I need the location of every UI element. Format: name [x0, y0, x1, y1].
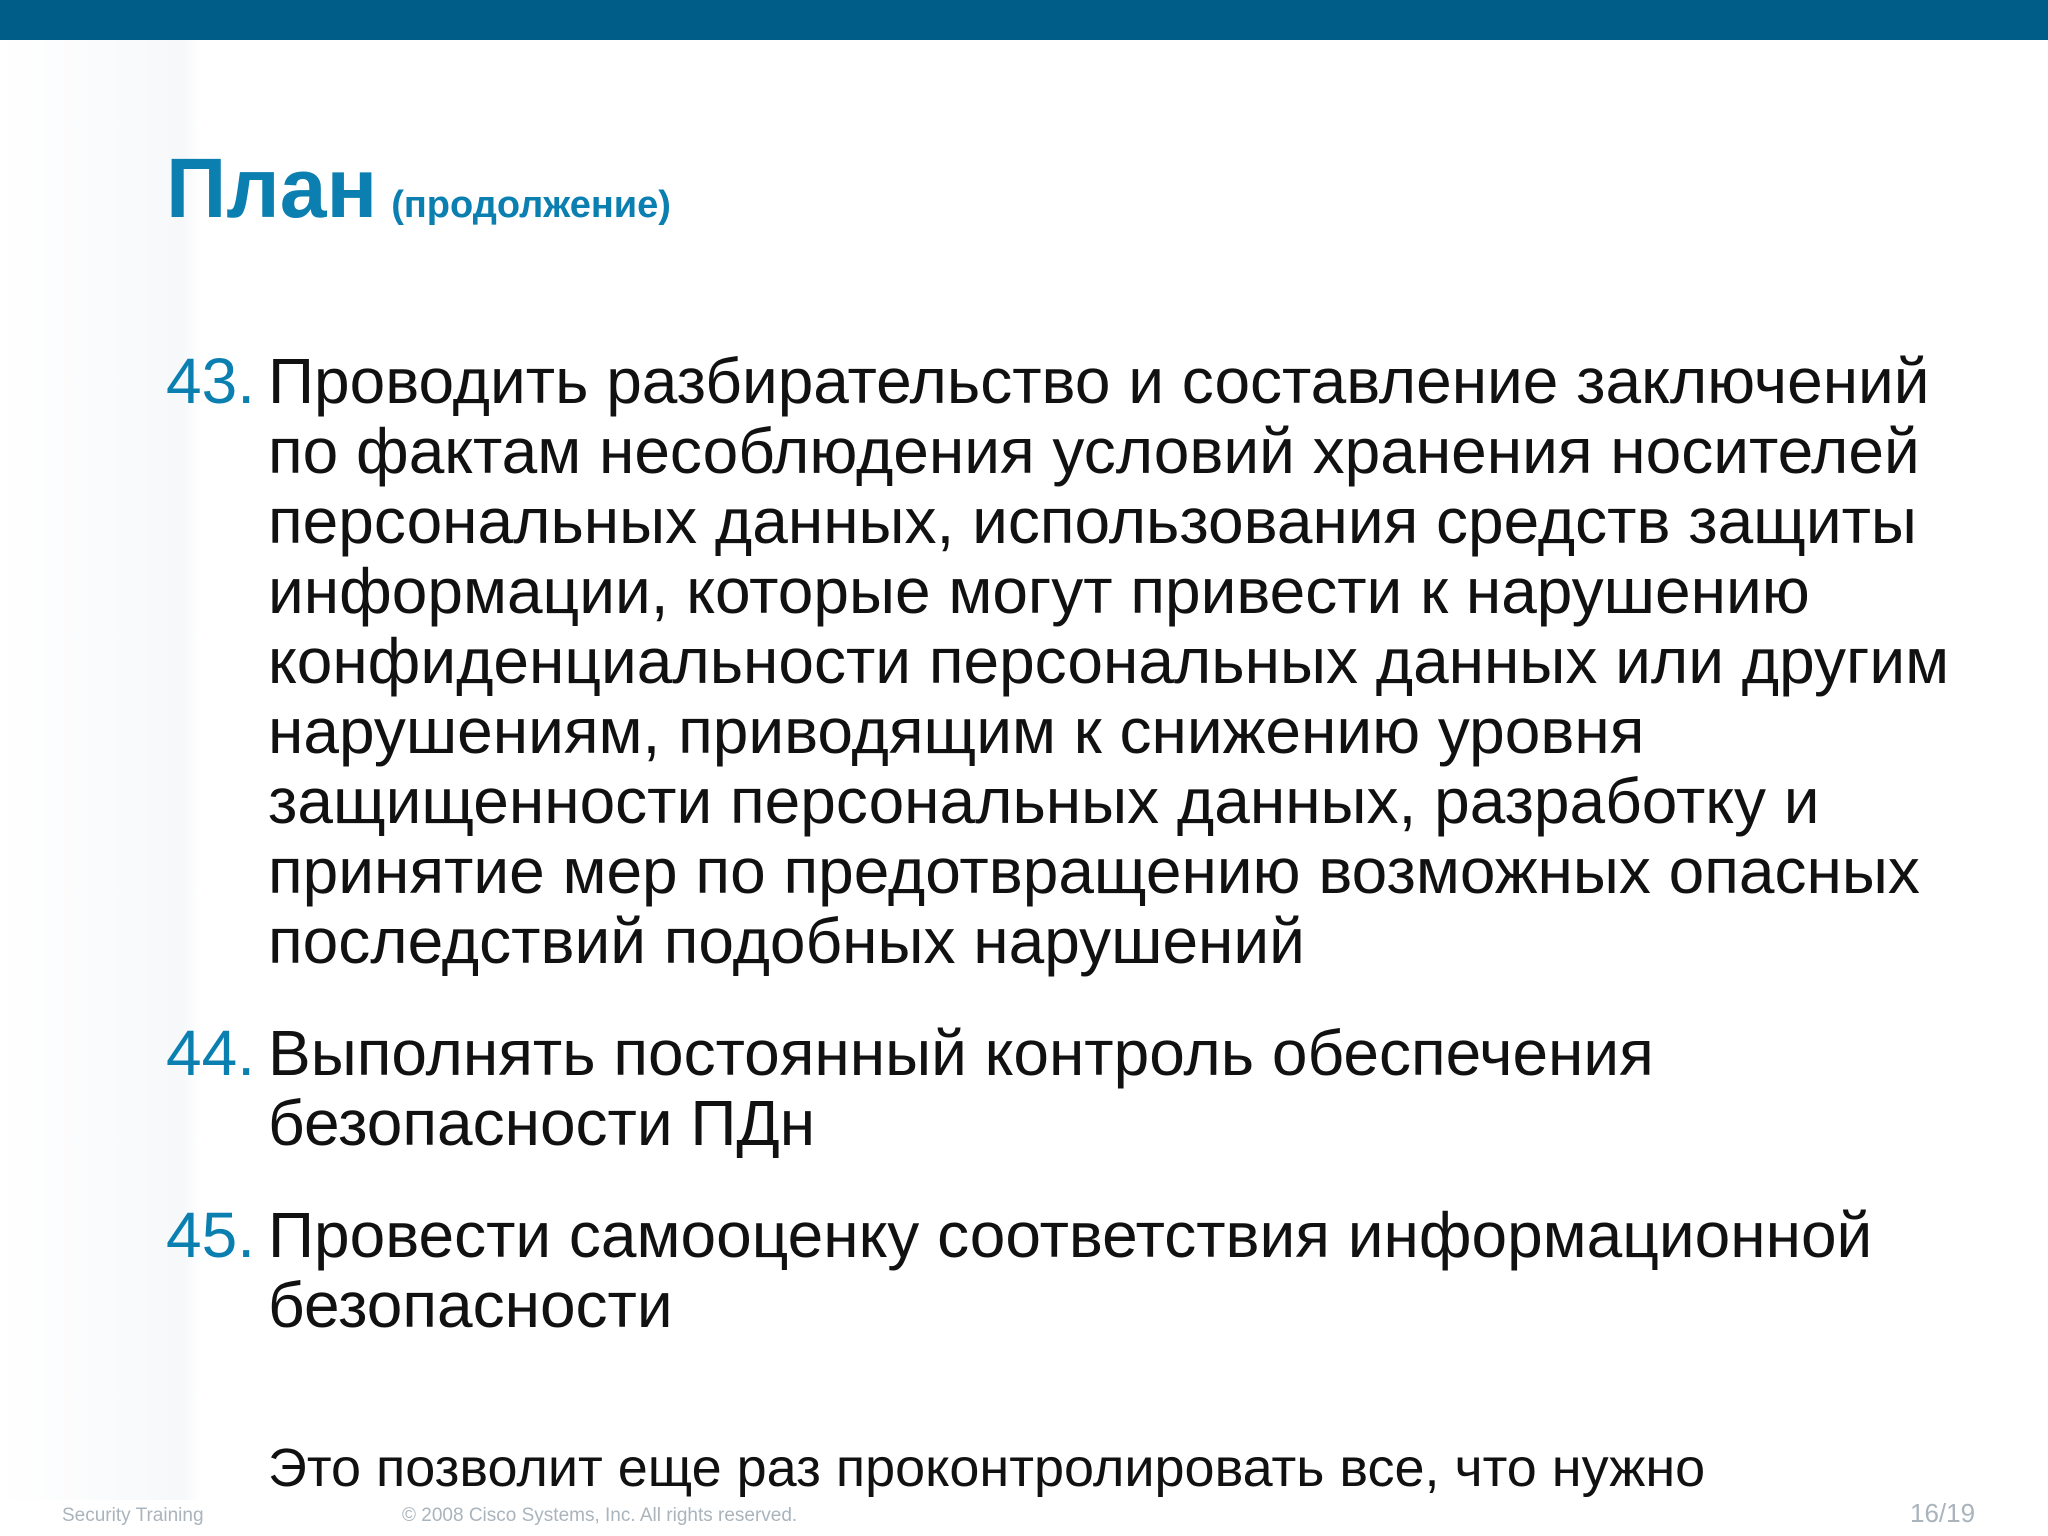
page-number: 16/19 [1910, 1498, 1976, 1528]
plan-item [166, 1018, 2016, 1158]
plan-item [166, 1200, 2016, 1340]
plan-item [166, 346, 2016, 976]
item-text: Выполнять постоянный контроль обеспечения безопасности ПДн [268, 1017, 1654, 1159]
item-text: Провести самооценку соответствия информационной безопасности [268, 1199, 1873, 1341]
item-text: Проводить разбирательство и составление заключений по фактам несоблюдения условий хранения носителей персональных данных, использования средств защиты информации, которые могут привести к нарушению конфиденциальности персональных данных или другим нарушениям, приводящим к снижению уровня защищенности персональных данных, разработку и принятие мер по предотвращению возможных опасных последствий подобных нарушений [268, 345, 1950, 977]
item-number: 44. [166, 1017, 255, 1089]
slide-title [166, 141, 671, 235]
title-subtitle: (продолжение) [391, 184, 671, 226]
footer-label: Security Training [62, 1505, 204, 1526]
plan-list [166, 346, 2016, 1382]
item-number: 45. [166, 1199, 255, 1271]
footer-copyright: © 2008 Cisco Systems, Inc. All rights reserved. [402, 1505, 798, 1526]
slide-note: Это позволит еще раз проконтролировать все, что нужно [268, 1438, 1706, 1498]
item-number: 43. [166, 345, 255, 417]
top-bar [0, 0, 2048, 40]
title-main: План [166, 141, 378, 235]
